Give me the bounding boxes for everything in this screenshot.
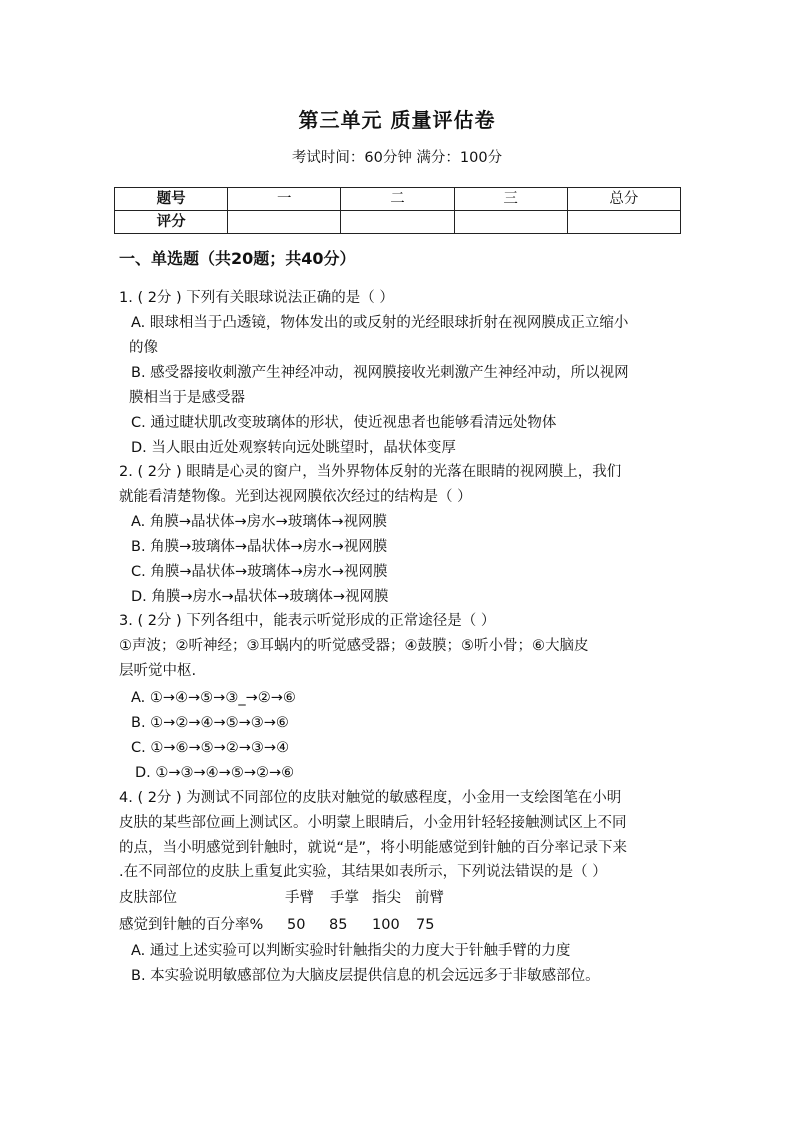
question-3-option-b: B. ①→②→④→⑤→③→⑥ bbox=[131, 715, 289, 731]
question-1-option-a-cont: 的像 bbox=[129, 340, 158, 356]
score-table-score-row bbox=[115, 211, 681, 234]
question-2-stem: 2. ( 2分 ) 眼睛是心灵的窗户，当外界物体反射的光落在眼睛的视网膜上，我们 bbox=[119, 464, 622, 480]
score-table-header-row bbox=[115, 188, 681, 211]
data-table-row-label: 感觉到针触的百分率% bbox=[119, 917, 264, 933]
data-table-cell: 50 bbox=[287, 917, 306, 933]
score-cell bbox=[341, 211, 454, 234]
question-2-option-d: D. 角膜→房水→晶状体→玻璃体→视网膜 bbox=[131, 589, 389, 605]
question-2-option-a: A. 角膜→晶状体→房水→玻璃体→视网膜 bbox=[131, 514, 387, 530]
question-2-stem-cont: 就能看清楚物像。光到达视网膜依次经过的结构是（ ） bbox=[119, 489, 472, 505]
data-table-cell: 指尖 bbox=[372, 890, 401, 906]
question-1-option-d: D. 当人眼由近处观察转向远处眺望时，晶状体变厚 bbox=[131, 440, 456, 456]
data-table-row-label: 皮肤部位 bbox=[119, 890, 177, 906]
question-3-option-c: C. ①→⑥→⑤→②→③→④ bbox=[131, 740, 290, 756]
question-1-option-b: B. 感受器接收刺激产生神经冲动，视网膜接收光刺激产生神经冲动，所以视网 bbox=[131, 365, 629, 381]
score-table-header: 题号 bbox=[115, 188, 228, 211]
question-4-stem-cont: 皮肤的某些部位画上测试区。小明蒙上眼睛后，小金用针轻轻接触测试区上不同 bbox=[119, 815, 627, 831]
exam-info: 考试时间：60分钟 满分：100分 bbox=[291, 150, 503, 166]
score-table-header: 一 bbox=[228, 188, 341, 211]
question-1-option-b-cont: 膜相当于是感受器 bbox=[129, 390, 245, 406]
data-table-cell: 手臂 bbox=[285, 890, 314, 906]
question-2-option-b: B. 角膜→玻璃体→晶状体→房水→视网膜 bbox=[131, 539, 388, 555]
section-heading: 一、单选题（共20题；共40分） bbox=[119, 249, 356, 268]
score-row-label: 评分 bbox=[115, 211, 228, 234]
score-cell bbox=[567, 211, 680, 234]
question-3-items: ①声波；②听神经；③耳蜗内的听觉感受器；④鼓膜；⑤听小骨；⑥大脑皮 bbox=[119, 638, 589, 654]
score-table-header: 三 bbox=[454, 188, 567, 211]
score-cell bbox=[454, 211, 567, 234]
data-table-cell: 85 bbox=[329, 917, 348, 933]
question-4-stem-cont: 的点，当小明感觉到针触时，就说“是”，将小明能感觉到针触的百分率记录下来 bbox=[119, 840, 628, 856]
data-table-cell: 前臂 bbox=[415, 890, 444, 906]
question-4-stem-cont: .在不同部位的皮肤上重复此实验，其结果如表所示，下列说法错误的是（ ） bbox=[119, 864, 607, 880]
data-table-cell: 100 bbox=[372, 917, 400, 933]
question-3-items-cont: 层听觉中枢. bbox=[119, 663, 197, 679]
question-3-stem: 3. ( 2分 ) 下列各组中，能表示听觉形成的正常途径是（ ） bbox=[119, 613, 496, 629]
question-4-option-b: B. 本实验说明敏感部位为大脑皮层提供信息的机会远远多于非敏感部位。 bbox=[131, 968, 600, 984]
score-table-header: 总分 bbox=[567, 188, 680, 211]
score-cell bbox=[228, 211, 341, 234]
question-1-option-c: C. 通过睫状肌改变玻璃体的形状，使近视患者也能够看清远处物体 bbox=[131, 415, 557, 431]
question-4-option-a: A. 通过上述实验可以判断实验时针触指尖的力度大于针触手臂的力度 bbox=[131, 943, 571, 959]
question-3-option-d: D. ①→③→④→⑤→②→⑥ bbox=[135, 765, 295, 781]
score-table bbox=[114, 187, 681, 234]
question-2-option-c: C. 角膜→晶状体→玻璃体→房水→视网膜 bbox=[131, 564, 388, 580]
question-1-option-a: A. 眼球相当于凸透镜，物体发出的或反射的光经眼球折射在视网膜成正立缩小 bbox=[131, 315, 629, 331]
data-table-cell: 手掌 bbox=[330, 890, 359, 906]
question-1-stem: 1. ( 2分 ) 下列有关眼球说法正确的是（ ） bbox=[119, 290, 394, 306]
score-table-header: 二 bbox=[341, 188, 454, 211]
question-3-option-a: A. ①→④→⑤→③_→②→⑥ bbox=[131, 690, 296, 706]
page-title: 第三单元 质量评估卷 bbox=[298, 108, 496, 132]
data-table-cell: 75 bbox=[416, 917, 435, 933]
question-4-stem: 4. ( 2分 ) 为测试不同部位的皮肤对触觉的敏感程度，小金用一支绘图笔在小明 bbox=[119, 790, 622, 806]
